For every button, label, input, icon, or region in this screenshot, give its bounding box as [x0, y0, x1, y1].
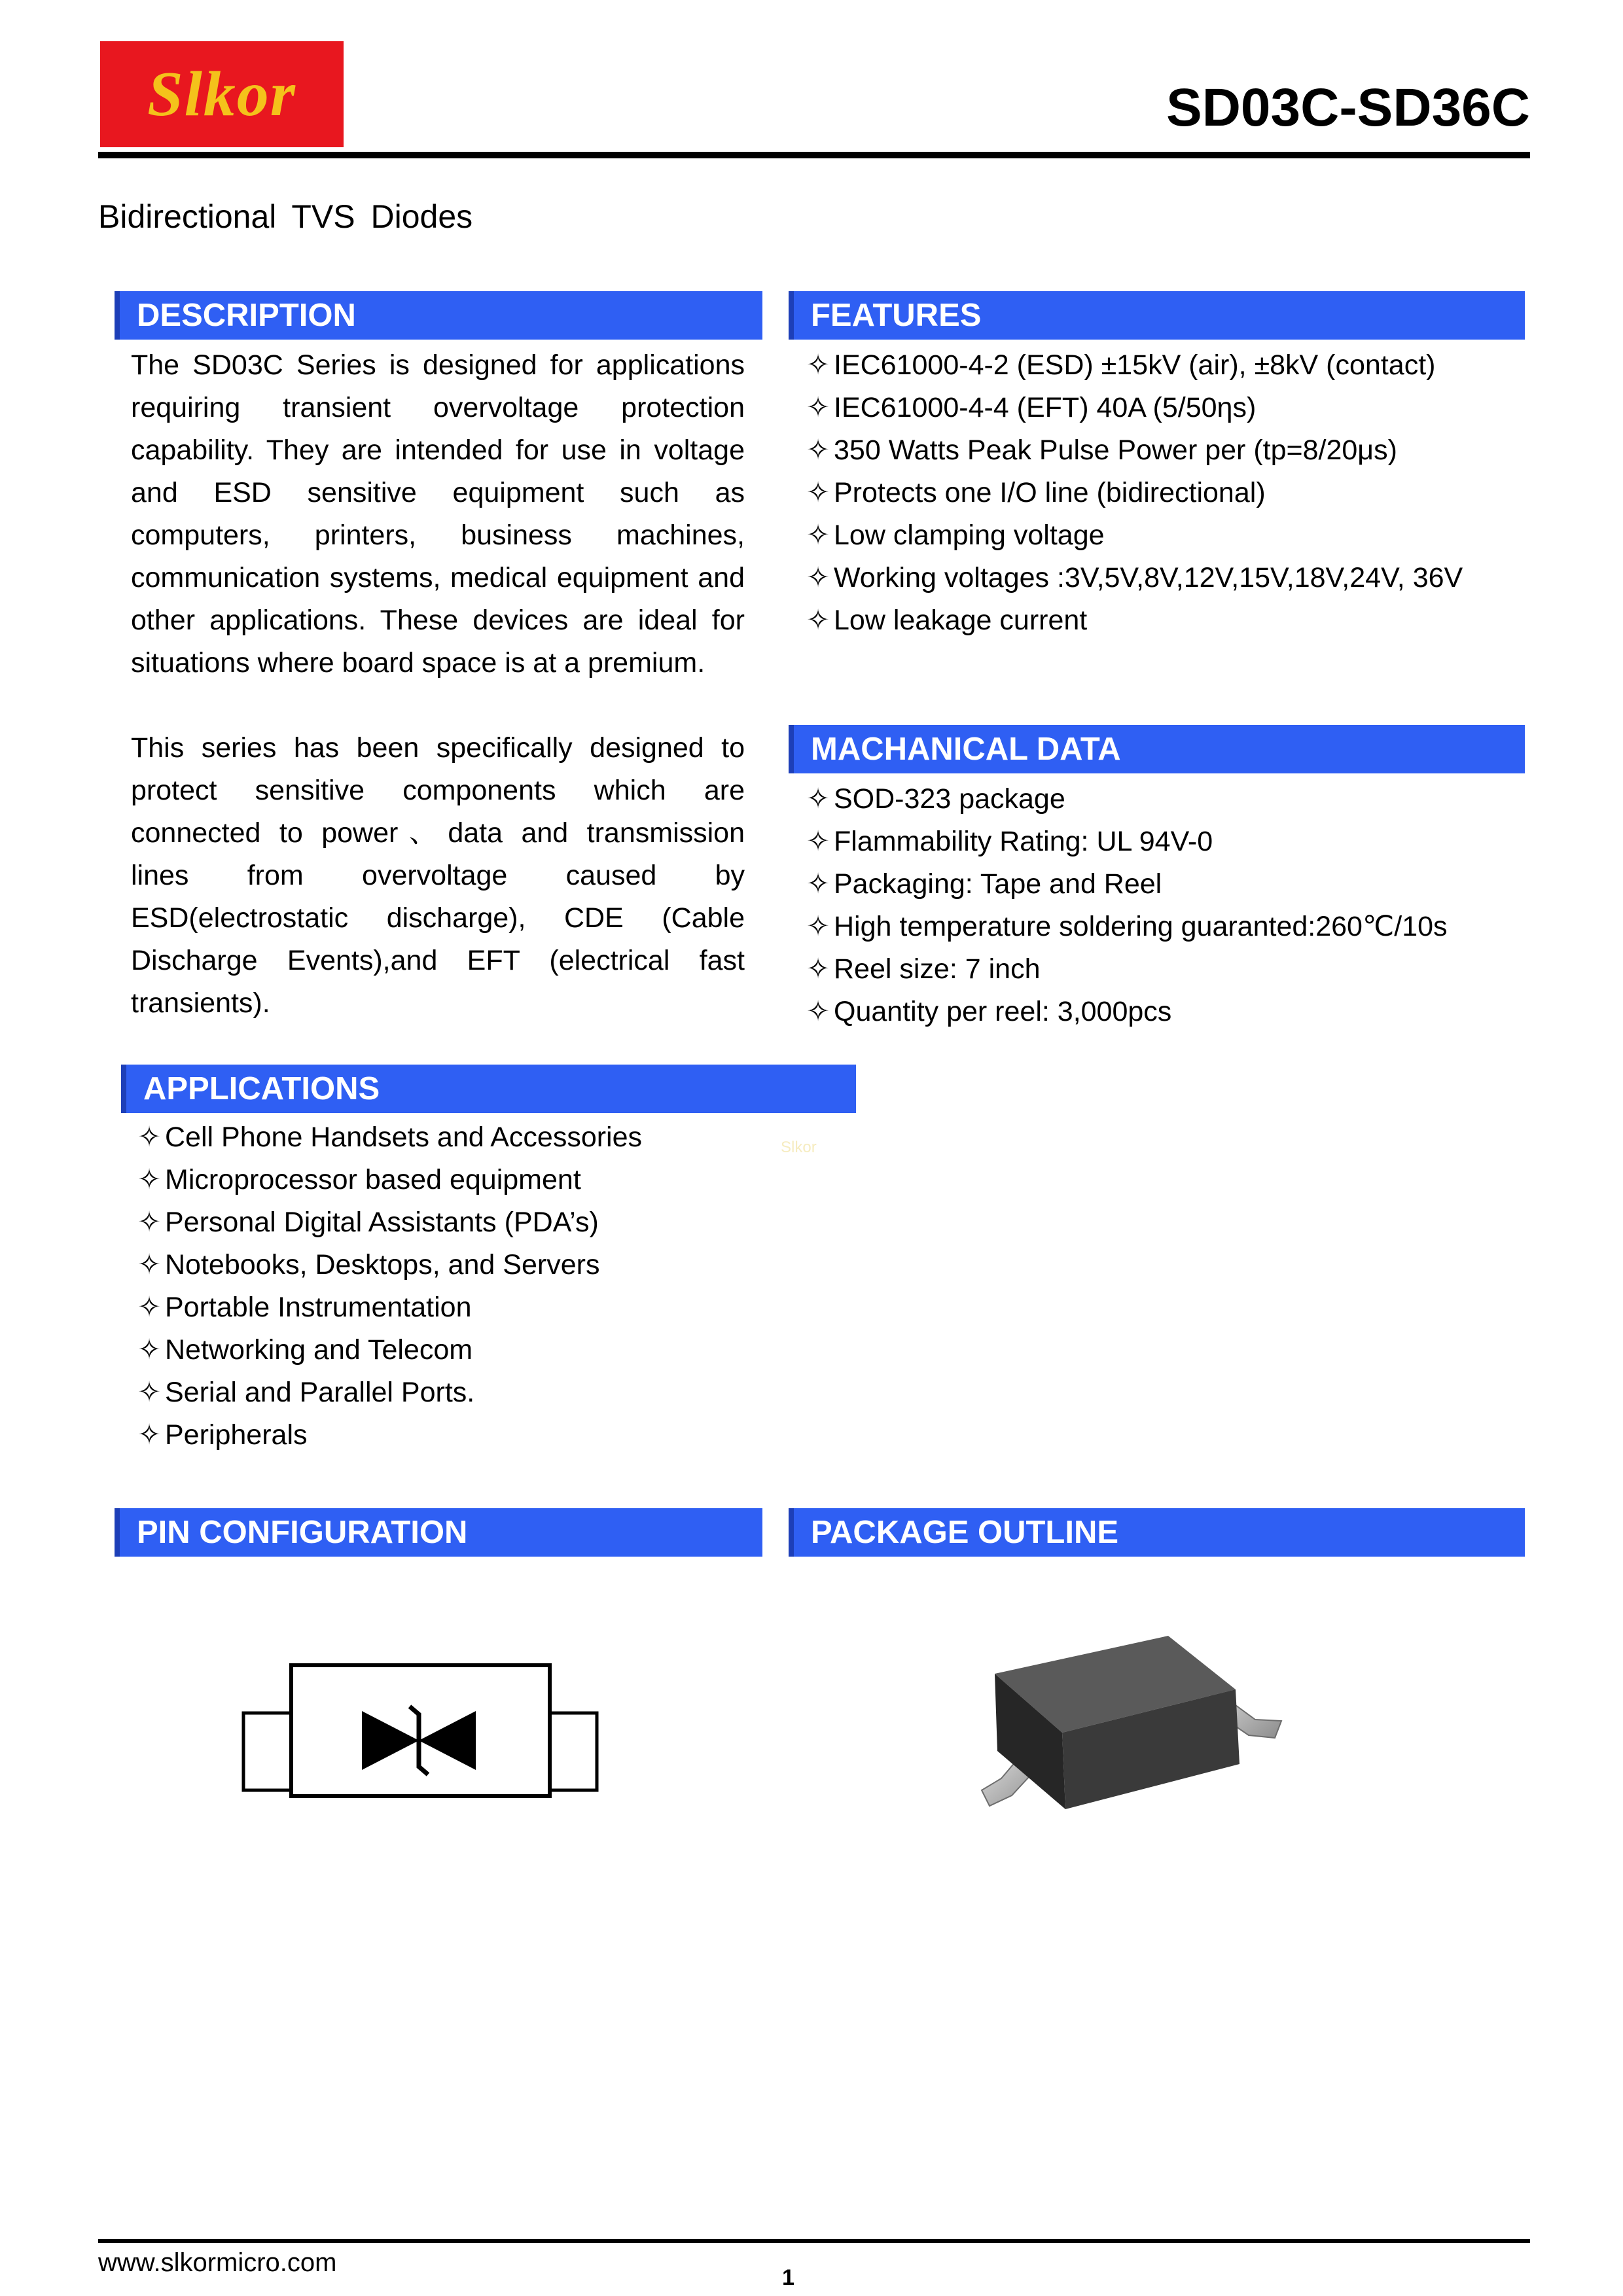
part-number-title: SD03C-SD36C	[1166, 78, 1530, 137]
description-paragraph-1: The SD03C Series is designed for applications requiring transient overvoltage protection capability. They are intended for use in voltage and ESD sensitive equipment such as computers, printers, business machines, communication systems, medical equipment and other applications. These devices are ideal for situations where board space is at a premium.	[131, 349, 745, 679]
list-item: ✧ Reel size: 7 inch	[806, 948, 1513, 991]
list-item: ✧ Cell Phone Handsets and Accessories	[137, 1116, 792, 1159]
list-item: ✧ Low leakage current	[806, 599, 1474, 642]
list-item: ✧ Working voltages :3V,5V,8V,12V,15V,18V,24V, 36V	[806, 557, 1474, 599]
package-outline-heading: PACKAGE OUTLINE	[789, 1508, 1525, 1557]
sod323-package-image	[955, 1623, 1296, 1858]
list-item: ✧ Serial and Parallel Ports.	[137, 1371, 792, 1414]
footer-divider	[98, 2239, 1530, 2243]
faint-watermark: Slkor	[781, 1139, 817, 1156]
mechanical-heading: MACHANICAL DATA	[789, 725, 1525, 773]
list-item: ✧ Personal Digital Assistants (PDA’s)	[137, 1201, 792, 1244]
diode-left-triangle	[362, 1711, 419, 1770]
list-item: ✧ Flammability Rating: UL 94V-0	[806, 821, 1513, 863]
list-item: ✧ Peripherals	[137, 1414, 792, 1457]
list-item: ✧ Notebooks, Desktops, and Servers	[137, 1244, 792, 1286]
page-number: 1	[782, 2265, 794, 2290]
list-item: ✧ Networking and Telecom	[137, 1329, 792, 1371]
product-subtitle: Bidirectional TVS Diodes	[98, 198, 473, 235]
list-item: ✧ 350 Watts Peak Pulse Power per (tp=8/20μs)	[806, 429, 1474, 472]
footer-url: www.slkormicro.com	[98, 2248, 337, 2277]
pin-config-heading: PIN CONFIGURATION	[115, 1508, 762, 1557]
applications-heading: APPLICATIONS	[121, 1065, 856, 1113]
brand-logo	[100, 41, 344, 147]
diode-right-triangle	[419, 1711, 476, 1770]
list-item: ✧ Microprocessor based equipment	[137, 1159, 792, 1201]
applications-list	[137, 1116, 792, 1457]
header-divider	[98, 152, 1530, 158]
list-item: ✧ IEC61000-4-4 (EFT) 40A (5/50ηs)	[806, 387, 1474, 429]
mechanical-list	[806, 778, 1513, 1033]
list-item: ✧ IEC61000-4-2 (ESD) ±15kV (air), ±8kV (contact)	[806, 344, 1474, 387]
list-item: ✧ SOD-323 package	[806, 778, 1513, 821]
pin-configuration-diagram	[236, 1662, 602, 1806]
list-item: ✧ Portable Instrumentation	[137, 1286, 792, 1329]
logo-text: Slkor	[147, 59, 296, 130]
list-item: ✧ Protects one I/O line (bidirectional)	[806, 472, 1474, 514]
features-list	[806, 344, 1474, 642]
description-heading: DESCRIPTION	[115, 291, 762, 340]
list-item: ✧ Low clamping voltage	[806, 514, 1474, 557]
left-pad	[243, 1713, 291, 1790]
list-item: ✧ Quantity per reel: 3,000pcs	[806, 991, 1513, 1033]
list-item: ✧ High temperature soldering guaranted:260℃/10s	[806, 906, 1513, 948]
features-heading: FEATURES	[789, 291, 1525, 340]
description-paragraph-2: This series has been specifically designed to protect sensitive components which are connected to power、data and transmission lines from overvoltage caused by ESD(electrostatic discharge), CDE (Cable Discharge Events),and EFT (electrical fast transients).	[131, 732, 745, 1019]
right-pad	[550, 1713, 597, 1790]
list-item: ✧ Packaging: Tape and Reel	[806, 863, 1513, 906]
